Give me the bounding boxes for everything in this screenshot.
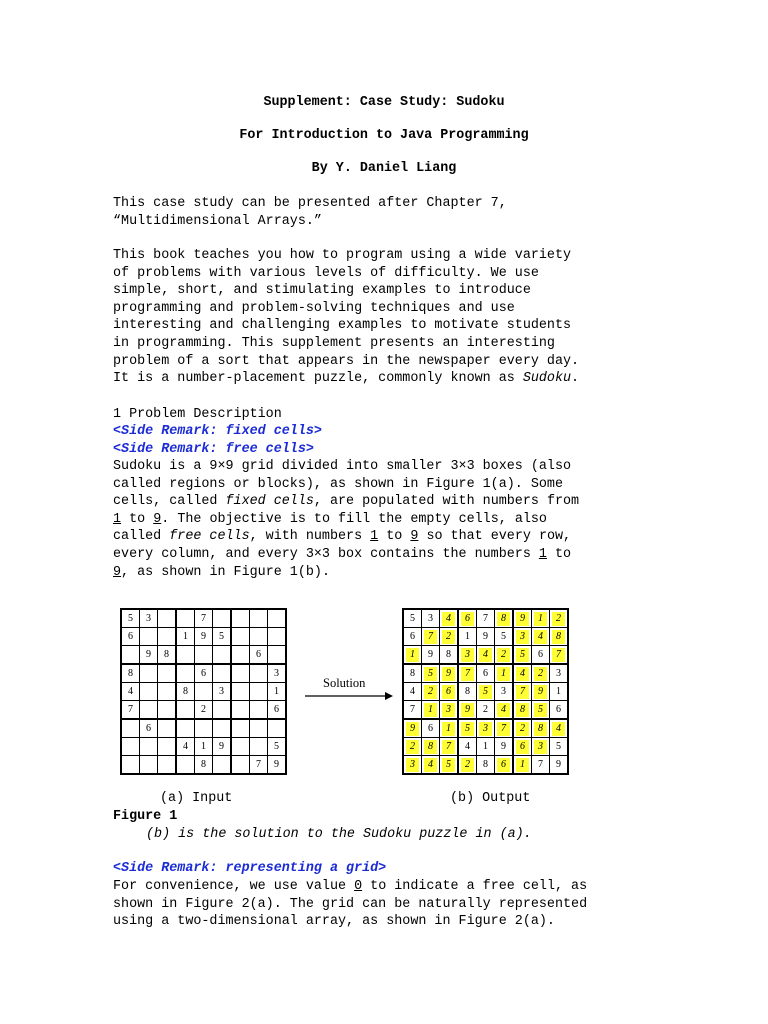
grid-cell: 1 (176, 628, 195, 646)
grid-cell: 1 (513, 756, 532, 775)
grid-cell: 6 (422, 719, 440, 738)
grid-row (403, 756, 568, 775)
grid-cell: 8 (403, 664, 422, 683)
grid-cell: 8 (121, 664, 140, 683)
intro-paragraph-2 (113, 247, 653, 388)
grid-row (403, 683, 568, 701)
grid-cell: 9 (422, 646, 440, 665)
grid-cell: 4 (477, 646, 495, 665)
sudoku-output-grid (402, 608, 569, 775)
grid-cell: 1 (422, 701, 440, 720)
grid-cell (268, 646, 287, 665)
grid-cell: 9 (532, 683, 550, 701)
text-segment: Sudoku is a 9×9 grid divided into smaller 3×3 boxes (also called regions or blocks), as shown in Figure 1(a). Some cells, called (113, 459, 572, 510)
grid-cell: 3 (532, 738, 550, 756)
grid-cell: 2 (550, 609, 569, 628)
grid-cell: 3 (213, 683, 232, 701)
grid-cell (195, 683, 213, 701)
grid-cell: 7 (513, 683, 532, 701)
grid-cell (158, 738, 177, 756)
grid-cell (140, 664, 158, 683)
text-segment: so that every row, every column, and every 3×3 box contains the numbers (113, 529, 572, 562)
grid-row (403, 738, 568, 756)
grid-cell: 8 (158, 646, 177, 665)
grid-row (121, 628, 286, 646)
grid-cell (121, 646, 140, 665)
caption-input: (a) Input (160, 791, 233, 806)
grid-cell (213, 646, 232, 665)
grid-cell: 2 (495, 646, 514, 665)
grid-row (121, 646, 286, 665)
grid-row (403, 664, 568, 683)
grid-cell (231, 664, 250, 683)
number-9: 9 (113, 564, 122, 580)
grid-cell: 5 (268, 738, 287, 756)
number-9: 9 (410, 529, 419, 545)
grid-cell (158, 664, 177, 683)
grid-cell (158, 628, 177, 646)
grid-cell: 3 (140, 609, 158, 628)
grid-cell: 2 (422, 683, 440, 701)
caption-output: (b) Output (450, 791, 531, 806)
intro-paragraph-1: This case study can be presented after Chapter 7, “Multidimensional Arrays.” (113, 196, 507, 229)
solution-arrow-icon (305, 690, 393, 702)
grid-cell (268, 609, 287, 628)
grid-row (121, 701, 286, 720)
grid-cell: 9 (213, 738, 232, 756)
grid-cell: 6 (477, 664, 495, 683)
grid-cell: 9 (140, 646, 158, 665)
grid-cell: 5 (513, 646, 532, 665)
grid-cell: 1 (495, 664, 514, 683)
grid-cell: 7 (403, 701, 422, 720)
section-1-heading: 1 Problem Description (113, 407, 282, 422)
grid-cell (250, 719, 268, 738)
grid-cell: 5 (422, 664, 440, 683)
grid-cell (250, 609, 268, 628)
grid-cell: 6 (250, 646, 268, 665)
grid-cell: 5 (440, 756, 459, 775)
number-1: 1 (538, 546, 547, 562)
grid-row (121, 683, 286, 701)
grid-cell: 4 (513, 664, 532, 683)
grid-cell: 2 (513, 719, 532, 738)
grid-cell: 2 (532, 664, 550, 683)
grid-cell: 1 (550, 683, 569, 701)
grid-cell (158, 609, 177, 628)
text-segment: , are populated with numbers from (313, 494, 580, 510)
grid-cell: 9 (440, 664, 459, 683)
grid-cell: 8 (422, 738, 440, 756)
grid-cell (176, 646, 195, 665)
grid-cell: 3 (550, 664, 569, 683)
grid-cell: 9 (477, 628, 495, 646)
grid-cell: 6 (268, 701, 287, 720)
grid-cell (195, 646, 213, 665)
grid-cell (121, 756, 140, 775)
grid-cell: 9 (403, 719, 422, 738)
grid-cell (140, 756, 158, 775)
grid-cell (158, 756, 177, 775)
side-remark-representing-grid: <Side Remark: representing a grid> (113, 861, 387, 876)
text-segment: , as shown in Figure 1(b). (121, 564, 330, 580)
grid-cell: 2 (195, 701, 213, 720)
grid-cell (121, 738, 140, 756)
grid-cell: 1 (403, 646, 422, 665)
intro-text: This book teaches you how to program using a wide variety of problems with various levels of difficulty. We use simple, short, and stimulating examples to introduce programming and problem-solving techniques and use interesting and challenging examples to motivate students in programming. This supplement presents an interesting problem of a sort that appears in the newspaper every day. It is a number-placement puzzle, commonly known as (113, 248, 580, 387)
grid-cell: 8 (513, 701, 532, 720)
grid-cell: 6 (140, 719, 158, 738)
grid-cell: 8 (176, 683, 195, 701)
grid-row (403, 609, 568, 628)
grid-cell: 5 (477, 683, 495, 701)
grid-cell (176, 756, 195, 775)
grid-cell (158, 683, 177, 701)
grid-cell (140, 683, 158, 701)
grid-cell (121, 719, 140, 738)
grid-cell: 7 (495, 719, 514, 738)
grid-cell: 4 (550, 719, 569, 738)
grid-representation-paragraph (113, 878, 653, 931)
grid-cell: 5 (550, 738, 569, 756)
grid-cell: 3 (477, 719, 495, 738)
grid-row (121, 756, 286, 775)
side-remark-fixed-cells: <Side Remark: fixed cells> (113, 424, 322, 439)
grid-cell: 8 (477, 756, 495, 775)
grid-cell (176, 701, 195, 720)
grid-cell: 9 (458, 701, 477, 720)
grid-cell: 4 (422, 756, 440, 775)
grid-cell (213, 609, 232, 628)
grid-cell (140, 701, 158, 720)
grid-cell: 8 (195, 756, 213, 775)
grid-cell (176, 609, 195, 628)
grid-row (403, 701, 568, 720)
grid-cell (231, 609, 250, 628)
grid-cell: 5 (213, 628, 232, 646)
grid-cell: 3 (268, 664, 287, 683)
grid-cell (231, 646, 250, 665)
grid-cell: 8 (532, 719, 550, 738)
grid-cell (195, 719, 213, 738)
grid-cell: 4 (532, 628, 550, 646)
grid-cell (250, 664, 268, 683)
grid-cell: 7 (250, 756, 268, 775)
doc-title: Supplement: Case Study: Sudoku (263, 95, 505, 110)
grid-cell: 4 (176, 738, 195, 756)
grid-cell: 4 (495, 701, 514, 720)
grid-cell: 3 (458, 646, 477, 665)
grid-cell: 6 (532, 646, 550, 665)
figure-1-description: (b) is the solution to the Sudoku puzzle in (a). (146, 827, 532, 842)
text-segment: to indicate a free cell, as shown in Figure 2(a). The grid can be naturally represented using a two-dimensional array, as shown in Figure 2(a). (113, 879, 588, 930)
grid-cell: 2 (403, 738, 422, 756)
grid-cell: 9 (495, 738, 514, 756)
grid-cell: 4 (403, 683, 422, 701)
grid-cell (231, 738, 250, 756)
grid-cell (268, 719, 287, 738)
grid-cell: 3 (440, 701, 459, 720)
grid-cell (231, 628, 250, 646)
text-segment: to (121, 511, 154, 527)
text-segment: For convenience, we use value (113, 879, 355, 894)
grid-row (403, 646, 568, 665)
grid-cell: 3 (513, 628, 532, 646)
grid-cell: 5 (403, 609, 422, 628)
grid-cell: 6 (550, 701, 569, 720)
grid-cell: 7 (532, 756, 550, 775)
grid-cell: 1 (268, 683, 287, 701)
grid-cell: 9 (550, 756, 569, 775)
grid-cell: 6 (403, 628, 422, 646)
grid-cell: 6 (458, 609, 477, 628)
grid-cell: 9 (513, 609, 532, 628)
grid-cell: 5 (121, 609, 140, 628)
grid-cell: 6 (513, 738, 532, 756)
grid-cell: 2 (477, 701, 495, 720)
grid-cell: 8 (495, 609, 514, 628)
grid-cell (213, 664, 232, 683)
grid-cell (158, 719, 177, 738)
grid-cell: 7 (477, 609, 495, 628)
grid-row (121, 609, 286, 628)
free-cells-term: free cells (169, 529, 250, 545)
grid-cell: 7 (422, 628, 440, 646)
grid-cell (176, 664, 195, 683)
grid-cell: 3 (422, 609, 440, 628)
grid-cell (231, 756, 250, 775)
grid-cell: 4 (440, 609, 459, 628)
grid-cell (250, 683, 268, 701)
grid-cell: 4 (121, 683, 140, 701)
solution-arrow-label: Solution (323, 676, 366, 690)
grid-cell: 2 (440, 628, 459, 646)
grid-cell: 2 (458, 756, 477, 775)
grid-row (403, 719, 568, 738)
number-1: 1 (370, 529, 379, 545)
grid-cell: 6 (440, 683, 459, 701)
grid-cell: 1 (458, 628, 477, 646)
grid-row (121, 738, 286, 756)
grid-cell: 6 (121, 628, 140, 646)
grid-cell: 7 (195, 609, 213, 628)
grid-cell (140, 738, 158, 756)
text-segment: , with numbers (249, 529, 371, 545)
sudoku-term: Sudoku (522, 371, 572, 387)
figure-1-label: Figure 1 (113, 809, 178, 824)
grid-cell: 3 (403, 756, 422, 775)
problem-description-paragraph (113, 458, 653, 581)
grid-cell (213, 719, 232, 738)
grid-cell: 7 (458, 664, 477, 683)
doc-author: By Y. Daniel Liang (311, 161, 457, 176)
text-segment: to (554, 546, 572, 562)
grid-cell (231, 701, 250, 720)
grid-cell: 1 (195, 738, 213, 756)
number-0: 0 (354, 879, 363, 894)
grid-cell: 7 (121, 701, 140, 720)
grid-cell (250, 628, 268, 646)
grid-cell (176, 719, 195, 738)
grid-cell (231, 719, 250, 738)
grid-cell: 6 (195, 664, 213, 683)
grid-cell: 1 (532, 609, 550, 628)
grid-cell: 7 (440, 738, 459, 756)
grid-cell: 4 (458, 738, 477, 756)
number-9: 9 (153, 511, 162, 527)
doc-subtitle: For Introduction to Java Programming (239, 128, 529, 143)
grid-row (121, 719, 286, 738)
grid-cell: 6 (495, 756, 514, 775)
grid-cell (213, 701, 232, 720)
grid-cell: 3 (495, 683, 514, 701)
grid-cell (158, 701, 177, 720)
grid-cell (250, 701, 268, 720)
grid-cell: 9 (268, 756, 287, 775)
grid-cell (231, 683, 250, 701)
text-segment: . The objective is to fill the empty cells, also called (113, 511, 547, 545)
grid-cell: 8 (550, 628, 569, 646)
grid-cell (213, 756, 232, 775)
fixed-cells-term: fixed cells (225, 494, 314, 510)
grid-row (121, 664, 286, 683)
grid-cell: 9 (195, 628, 213, 646)
number-1: 1 (113, 511, 122, 527)
grid-cell: 5 (458, 719, 477, 738)
grid-cell: 1 (477, 738, 495, 756)
grid-cell: 1 (440, 719, 459, 738)
grid-cell (250, 738, 268, 756)
grid-cell (268, 628, 287, 646)
grid-cell: 8 (440, 646, 459, 665)
intro-end: . (571, 371, 580, 387)
grid-cell (140, 628, 158, 646)
grid-cell: 8 (458, 683, 477, 701)
sudoku-input-grid (120, 608, 287, 775)
text-segment: to (378, 529, 411, 545)
grid-cell: 5 (495, 628, 514, 646)
grid-cell: 7 (550, 646, 569, 665)
side-remark-free-cells: <Side Remark: free cells> (113, 442, 314, 457)
grid-cell: 5 (532, 701, 550, 720)
grid-row (403, 628, 568, 646)
